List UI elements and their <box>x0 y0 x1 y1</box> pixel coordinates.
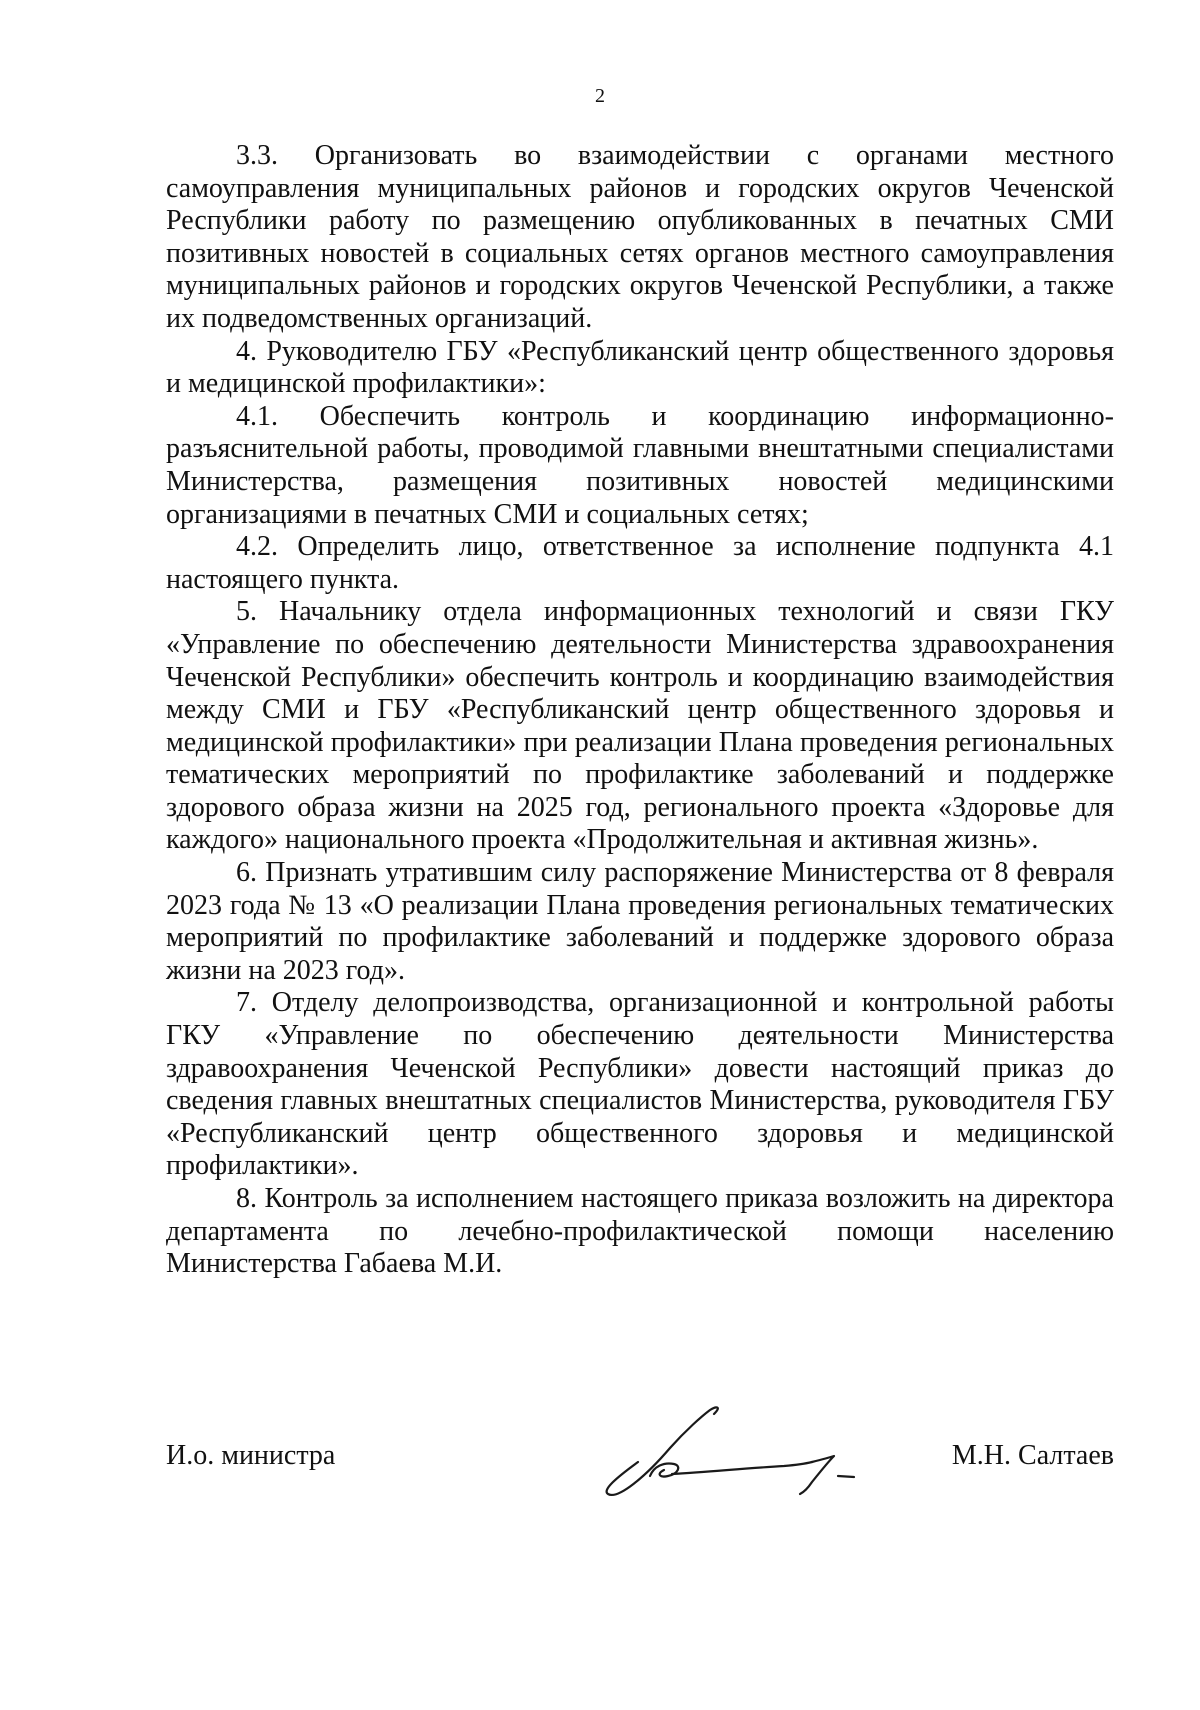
paragraph-6: 6. Признать утратившим силу распоряжение Министерства от 8 февраля 2023 года № 13 «О реализации Плана проведения региональных тематических мероприятий по профилактике заболеваний и поддержке здорового образа жизни на 2023 год». <box>166 857 1114 986</box>
paragraph-5: 5. Начальнику отдела информационных технологий и связи ГКУ «Управление по обеспечению деятельности Министерства здравоохранения Чеченской Республики» обеспечить контроль и координацию взаимодействия между СМИ и ГБУ «Республиканский центр общественного здоровья и медицинской профилактики» при реализации Плана проведения региональных тематических мероприятий по профилактике заболеваний и поддержке здорового образа жизни на 2025 год, регионального проекта «Здоровье для каждого» национального проекта «Продолжительная и активная жизнь». <box>166 596 1114 856</box>
signature-block <box>166 1436 1114 1496</box>
page-number: 2 <box>595 85 605 107</box>
paragraph-4-2: 4.2. Определить лицо, ответственное за исполнение подпункта 4.1 настоящего пункта. <box>166 531 1114 595</box>
paragraph-7: 7. Отделу делопроизводства, организационной и контрольной работы ГКУ «Управление по обеспечению деятельности Министерства здравоохранения Чеченской Республики» довести настоящий приказ до сведения главных внештатных специалистов Министерства, руководителя ГБУ «Республиканский центр общественного здоровья и медицинской профилактики». <box>166 987 1114 1182</box>
paragraph-3-3: 3.3. Организовать во взаимодействии с органами местного самоуправления муниципальных районов и городских округов Чеченской Республики работу по размещению опубликованных в печатных СМИ позитивных новостей в социальных сетях органов местного самоуправления муниципальных районов и городских округов Чеченской Республики, а также их подведомственных организаций. <box>166 140 1114 334</box>
paragraph-4: 4. Руководителю ГБУ «Республиканский центр общественного здоровья и медицинской профилактики»: <box>166 335 1114 400</box>
paragraph-8: 8. Контроль за исполнением настоящего приказа возложить на директора департамента по лечебно-профилактической помощи населению Министерства Габаева М.И. <box>166 1183 1114 1280</box>
paragraph-4-1: 4.1. Обеспечить контроль и координацию информационно-разъяснительной работы, проводимой главными внештатными специалистами Министерства, размещения позитивных новостей медицинскими организациями в печатных СМИ и социальных сетях; <box>166 400 1114 530</box>
document-body <box>166 140 1114 1281</box>
signatory-role: И.о. министра <box>166 1440 336 1471</box>
signatory-name: М.Н. Салтаев <box>951 1440 1114 1471</box>
handwritten-signature <box>598 1390 868 1500</box>
